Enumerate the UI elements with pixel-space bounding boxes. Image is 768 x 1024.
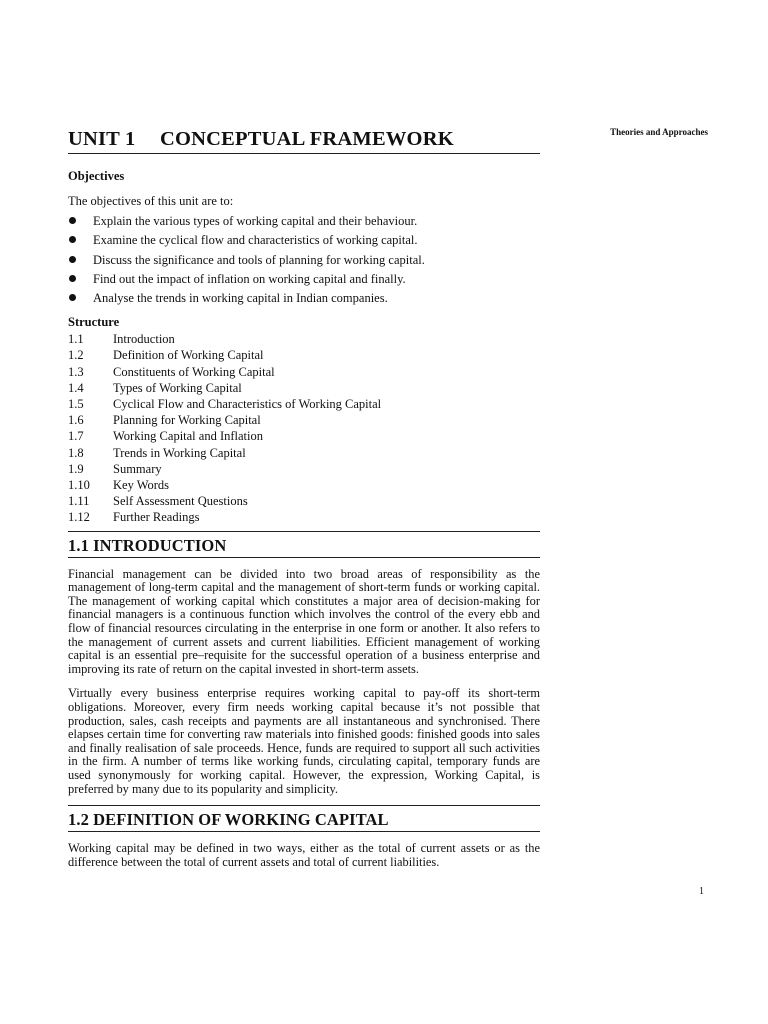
paragraph: Working capital may be defined in two ways, either as the total of current assets or as the difference between the total of current assets and total of current liabilities. [68,841,540,869]
objective-item: Analyse the trends in working capital in Indian companies. [68,290,540,306]
structure-item: 1.8 Trends in Working Capital [68,445,246,460]
structure-heading: Structure [68,315,120,330]
objective-item: Examine the cyclical flow and characteristics of working capital. [68,232,540,248]
objective-item: Find out the impact of inflation on working capital and finally. [68,271,540,287]
structure-item: 1.2 Definition of Working Capital [68,348,264,363]
objective-item: Discuss the significance and tools of planning for working capital. [68,252,540,268]
structure-item: 1.7 Working Capital and Inflation [68,429,263,444]
page-content [68,128,540,869]
structure-list [68,331,540,525]
structure-item: 1.1 Introduction [68,332,175,347]
bullet-icon [69,275,76,282]
structure-item: 1.5 Cyclical Flow and Characteristics of Working Capital [68,397,382,411]
structure-item: 1.9 Summary [68,461,162,476]
objective-item: Explain the various types of working capital and their behaviour. [68,213,540,229]
bullet-icon [69,217,76,224]
bullet-icon [69,236,76,243]
objectives-heading: Objectives [68,169,125,183]
bullet-icon [69,256,76,263]
bullet-icon [69,294,76,301]
structure-item: 1.10 Key Words [68,478,170,493]
unit-title [68,128,540,154]
structure-item: 1.12 Further Readings [68,510,200,525]
objectives-list [68,213,540,306]
structure-item: 1.4 Types of Working Capital [68,380,242,395]
page-number: 1 [699,886,704,897]
structure-item: 1.6 Planning for Working Capital [68,413,261,428]
paragraph: Financial management can be divided into two broad areas of responsibility as the management of long-term capital and the management of short-term funds or working capital. The management of working capital which constitutes a major area of decision-making for financial managers is a continuous function which involves the control of the every ebb and flow of financial resources circulating in the enterprise in one form or another. It also refers to the management of current assets and current liabilities. Efficient management of working capital is an essential pre–requisite for the successful operation of a business enterprise and improving its rate of return on the capital invested in short-term assets. [68,566,540,676]
unit-number: UNIT 1 [68,128,136,150]
objectives-intro: The objectives of this unit are to: [68,194,234,208]
section-heading-definition: 1.2 DEFINITION OF WORKING CAPITAL [68,805,540,832]
structure-item: 1.3 Constituents of Working Capital [68,364,275,379]
section-heading-introduction: 1.1 INTRODUCTION [68,531,540,558]
unit-title-text: CONCEPTUAL FRAMEWORK [160,128,454,150]
paragraph: Virtually every business enterprise requires working capital to pay-off its short-term obligations. Moreover, every firm needs working capital because it’s not possible that production, sales, cash receipts and payments are all instantaneous and synchronised. There elapses certain time for converting raw materials into finished goods: finished goods into sales and finally realisation of sale proceeds. Hence, funds are required to support all such activities in the firm. A number of terms like working funds, circulating capital, temporary funds are used synonymously for working capital. However, the expression, Working Capital, is preferred by many due to its popularity and simplicity. [68,686,540,796]
structure-item: 1.11 Self Assessment Questions [68,494,248,509]
running-header: Theories and Approaches [610,127,708,137]
